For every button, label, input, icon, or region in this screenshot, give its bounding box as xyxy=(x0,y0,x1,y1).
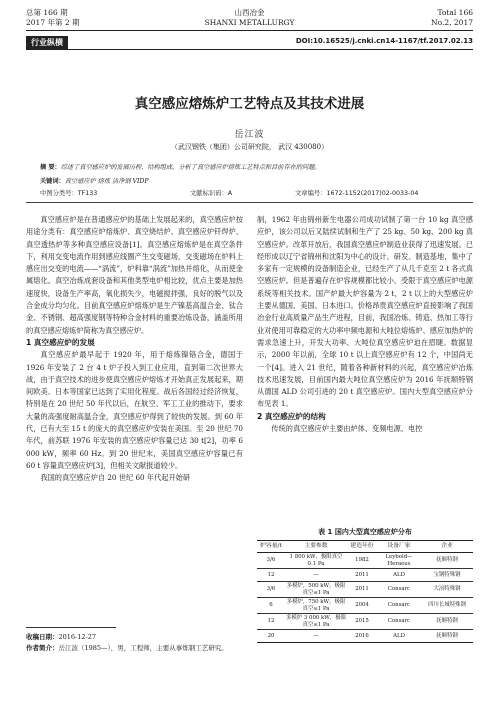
table-cell: 大冶特殊钢 xyxy=(421,582,473,598)
body-left-column xyxy=(26,214,243,618)
section-heading: 2 真空感应炉的结构 xyxy=(257,411,326,421)
paragraph: 传统的真空感应炉主要由炉体、变频电源、电控 xyxy=(271,424,423,434)
table-cell: Consarc xyxy=(377,598,421,614)
header-journal: 山西冶金 SHANXI METALLURGY xyxy=(204,8,295,27)
table-header-row xyxy=(257,541,473,553)
column-label: 行业纵横 xyxy=(26,36,68,49)
keywords xyxy=(40,176,459,185)
doi-rule xyxy=(26,49,473,50)
table-cell: 6 xyxy=(257,598,285,614)
table-header-cell: 炉容量/t xyxy=(257,541,285,553)
body-right-column xyxy=(257,214,473,522)
table-cell: 四川长城特殊钢 xyxy=(421,598,473,614)
keywords-text: 真空感应炉 熔炼 洁净钢 VIDP xyxy=(64,178,149,185)
table-cell: 多模炉，500 kW，极限真空≤1 Pa xyxy=(286,583,346,596)
table-row xyxy=(257,553,473,569)
table-cell: 2011 xyxy=(347,582,377,598)
table-cell: 多模炉 3 000 kW，极限真空≤1 Pa xyxy=(286,615,347,628)
table-cell: 抚顺特钢 xyxy=(421,614,473,630)
table-cell: 抚顺特钢 xyxy=(421,553,473,569)
table-cell: ALD xyxy=(377,569,421,582)
table-cell: 1982 xyxy=(347,553,377,569)
table-cell: — xyxy=(285,630,347,643)
table-cell: Consarc xyxy=(377,614,421,630)
document-code: 文献标识码：A xyxy=(190,190,233,197)
furnace-table xyxy=(257,540,473,643)
table-row xyxy=(257,630,473,643)
table-cell: 2015 xyxy=(347,614,377,630)
table-cell: 宝钢特殊钢 xyxy=(421,569,473,582)
author-affiliation: （武汉钢铁（集团）公司研究院， 武汉 430080） xyxy=(170,143,329,151)
keywords-label: 关键词： xyxy=(40,178,65,185)
table-cell: 2004 xyxy=(347,598,377,614)
table-cell: 多模炉，750 kW，极限真空≤1 Pa xyxy=(286,599,346,612)
table-header-cell: 设备厂家 xyxy=(377,541,421,553)
table-cell: — xyxy=(285,569,347,582)
table-cell: 3/6 xyxy=(257,582,285,598)
table-caption: 表 1 国内大型真空感应炉分布 xyxy=(318,528,412,536)
table-body xyxy=(257,553,473,643)
abstract-label: 摘 要： xyxy=(40,164,61,171)
abstract-text: 综述了真空感应炉的发展历程、结构组成，分析了真空感应炉熔炼工艺特点和目前存在的问题。 xyxy=(60,164,321,171)
table-cell: 1 800 kW，极限真空 0.1 Pa xyxy=(285,553,347,569)
table-cell: Leybold—Heraeus xyxy=(377,553,421,569)
table-cell: 20 xyxy=(257,630,285,643)
paragraph: 我国的真空感应炉自 20 世纪 60 年代起开始研 xyxy=(40,473,191,483)
header-issue: 总第 166 期 2017 年第 2 期 xyxy=(26,8,80,27)
paragraph: 真空感应炉最早起于 1920 年，用于熔炼镍铬合金，德国于 1926 年安装了 2 台 4 t 炉子投入到工业应用，直到第二次世界大战，由于真空技术的进步使真空感应炉熔炼才开始真正发展起来，期间欧美、日本等国家已达到了实用化程度。战后各国经过经济恢复，特别是在 20 世纪 50 年代以后，在航空、军工工业的推动下，要求大量的高强度耐高温合金，真空感应炉得到了较快的发展。到 60 年代，已有大至 15 t 的庞大的真空感应炉安装在美国。至 20 世纪 70 年代，前苏联 1976 年安装的真空感应炉容量已达 30 t[2]，功率 6 000 kW，频率 60 Hz。到 20 世纪末，美国真空感应炉容量已有 60 t 容量真空感应炉[3]，但相关文献报道较少。 xyxy=(26,350,243,470)
author-bio: 作者简介：岳江波（1985—），男，工程师，主要从事炼钢工艺研究。 xyxy=(26,644,228,652)
table-header-cell: 建造年份 xyxy=(347,541,377,553)
header-rule xyxy=(26,30,473,31)
header-total: Total 166 No.2, 2017 xyxy=(431,8,473,27)
table-cell: 2011 xyxy=(347,569,377,582)
clc-number: 中图分类号：TF133 xyxy=(40,190,98,197)
table-cell: ALD xyxy=(377,630,421,643)
table-row xyxy=(257,614,473,630)
table-cell: 12 xyxy=(257,569,285,582)
table-cell: 3/6 xyxy=(257,553,285,569)
article-title: 真空感应熔炼炉工艺特点及其技术进展 xyxy=(134,96,365,112)
paragraph: 真空感应炉是在普通感应炉的基础上发展起来的，真空感应炉按用途分类有：真空感应炉熔炼炉、真空烧结炉、真空感应炉钎焊炉、真空透热炉等多种真空感应设备[1]。真空感应熔炼炉是在真空条件下，利用交变电流作用到感应线圈产生交变磁场，交变磁场在炉料上感应出交变的电流——“涡流”，炉料靠“涡流”加热并熔化，从而使金属熔化。真空冶炼成套设备和其他类型电炉相比较，优点主要是加热速度快，设备生产率高，氧化损失少，电磁搅拌强，良好的脱气以及合金成分均匀化。目前真空感应炉熔炼炉是生产镍基高温合金、钛合金、不锈钢、超高强度钢等特种合金材料的重要冶炼设备，涵盖所用的真空感应熔炼炉简称为真空感应炉。 xyxy=(26,215,243,335)
section-heading: 1 真空感应炉的发展 xyxy=(26,337,95,347)
table-row xyxy=(257,598,473,614)
meta-rule xyxy=(26,202,473,203)
table-cell: 2016 xyxy=(347,630,377,643)
article-number: 文章编号：1672-1152(2017)02-0033-04 xyxy=(295,190,419,197)
table-cell: Consarc xyxy=(377,582,421,598)
article-author: 岳江波 xyxy=(234,130,265,140)
table-row xyxy=(257,582,473,598)
received-date: 收稿日期：2016-12-27 xyxy=(26,633,96,641)
doi: DOI:10.16525/j.cnki.cn14-1167/tf.2017.02.13 xyxy=(295,37,473,45)
footnote xyxy=(26,632,243,654)
table-row xyxy=(257,569,473,582)
table-cell: 12 xyxy=(257,614,285,630)
article-meta xyxy=(40,188,459,198)
table-header-cell: 企业 xyxy=(421,541,473,553)
table-header-cell: 主要参数 xyxy=(285,541,347,553)
footnote-rule xyxy=(26,627,116,628)
table-cell: 抚顺特钢 xyxy=(421,630,473,643)
paragraph: 制，1962 年由锦州新生电器公司成功试制了第一台 10 kg 真空感应炉，该公司以后又陆续试制和生产了 25 kg、50 kg、200 kg 真空感应炉。改革开放后，我国真空感应炉制造业获得了迅速发展。已经形成以辽宁省锦州和沈阳为中心的设计、研发、制造基地，集中了多家有一定规模的设备制造企业，已经生产了从几千克至 2 t 各式真空感应炉。但是普遍存在炉容规模都比较小、受限于真空感应炉电源系统等相关技术。国产炉最大炉容量为 2 t，2 t 以上的大型感应炉主要从德国、美国、日本进口。价格昂贵真空感应炉直接影响了我国冶金行业高质量产品生产进程，目前，我国冶炼、铸造、热加工等行业对使用可靠稳定的大功率中频电源和大吨位熔炼炉、感应加热炉的需求急速上升，开发大功率、大吨位真空感应炉迫在眉睫。数据显示，2000 年以前，全球 10 t 以上真空感应炉有 12 个，中国尚无一个[4]。进入 21 世纪，随着各种新材料的兴起，真空感应炉冶炼技术迅速发展，目前国内最大吨位真空感应炉为 2016 年抚顺特钢从德国 ALD 公司引进的 20 t 真空感应炉。国内大型真空感应炉分布见表 1。 xyxy=(257,215,473,409)
abstract xyxy=(40,163,459,174)
